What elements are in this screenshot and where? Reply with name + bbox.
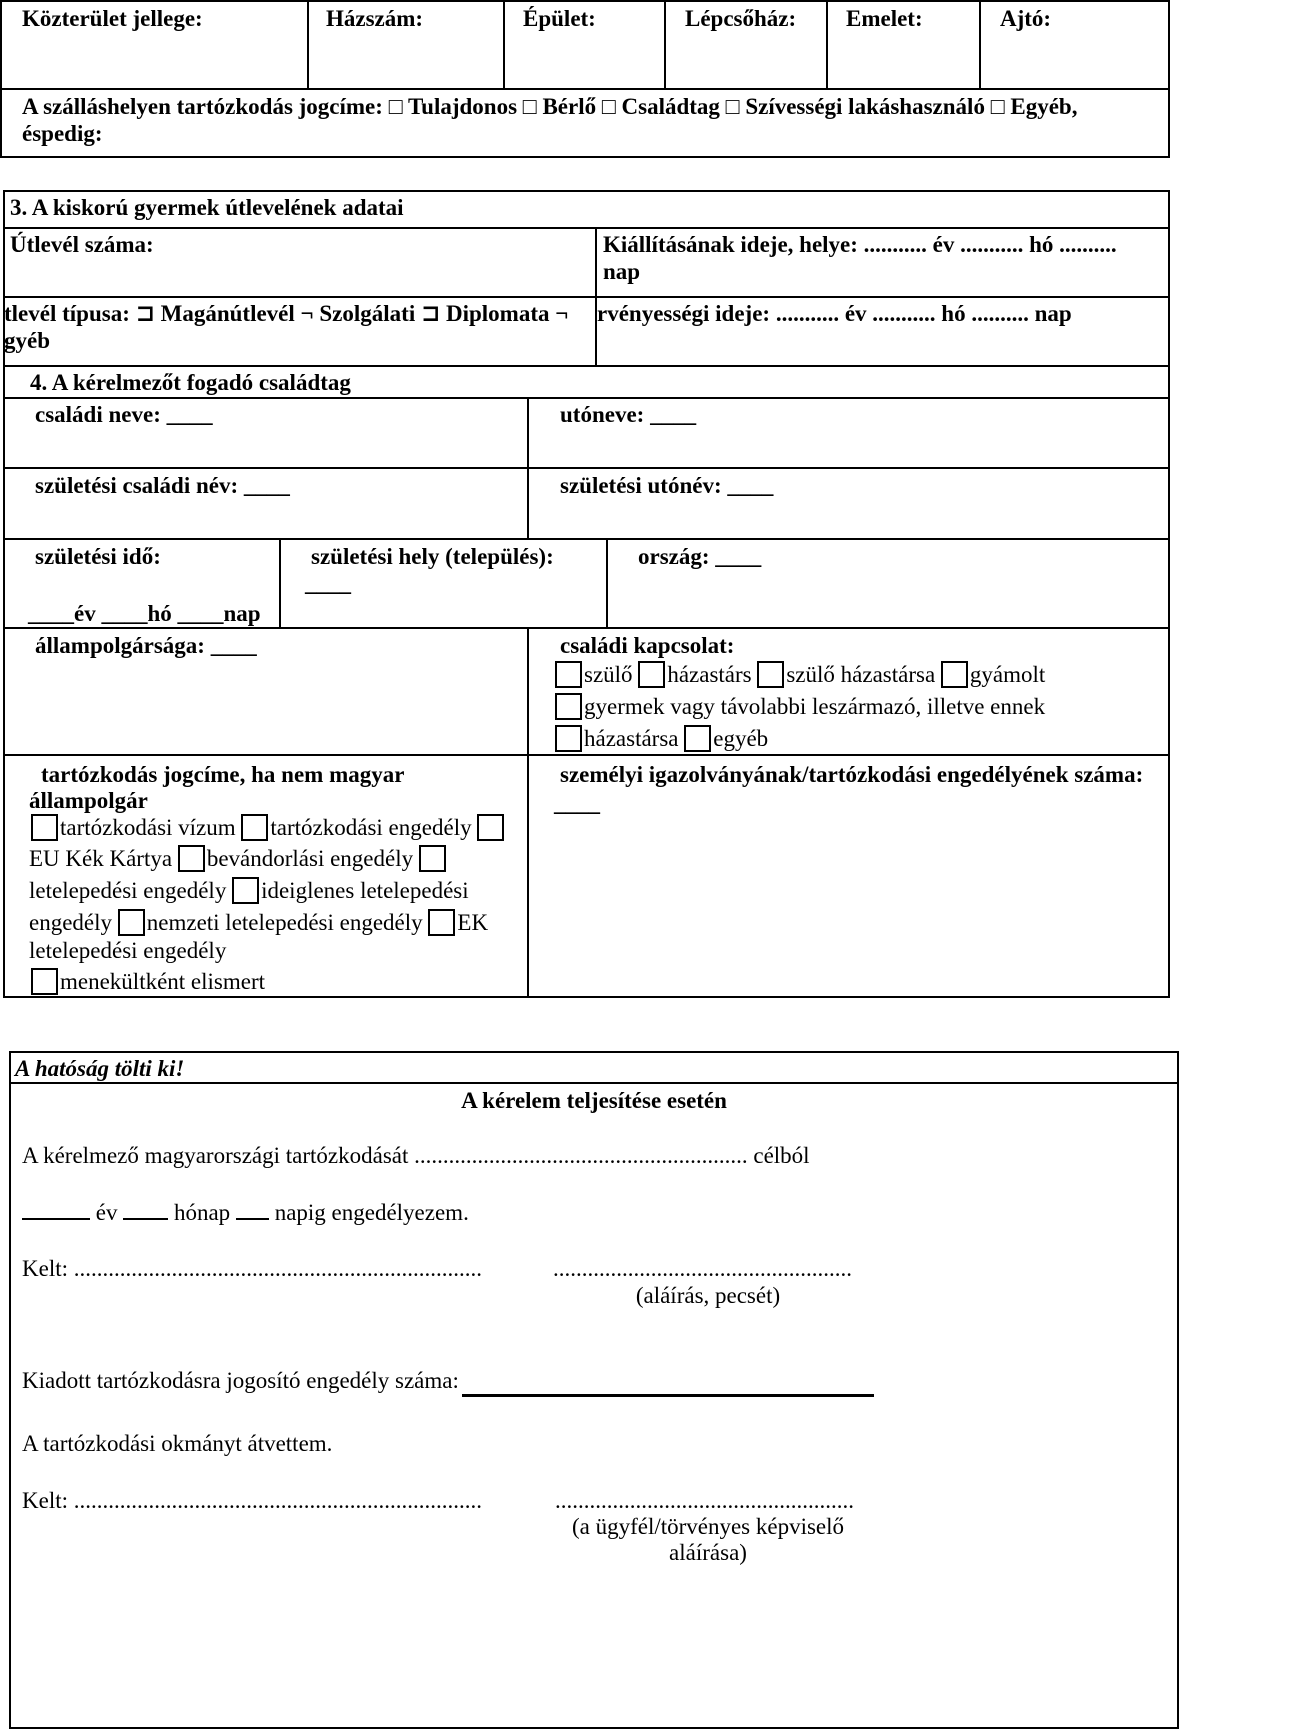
document-received-text: A tartózkodási okmányt átvettem. [22, 1431, 333, 1456]
checkbox-mark[interactable]: □ [725, 94, 740, 119]
option-tenant: Bérlő [542, 94, 597, 119]
citizenship-field[interactable]: állampolgársága: ____ [35, 633, 257, 658]
id-number-label: személyi igazolványának/tartózkodási engedélyének száma: [560, 762, 1144, 787]
birth-place-label: születési hely (település): [311, 544, 554, 569]
client-signature-label: (a ügyfél/törvényes képviselő [571, 1514, 845, 1539]
purpose-line[interactable]: A kérelmező magyarországi tartózkodását .......................................................... célból [22, 1143, 810, 1168]
option-eu-blue-card: EU Kék Kártya [29, 846, 173, 871]
birth-given-name-field[interactable]: születési utónév: ____ [560, 473, 774, 498]
option-descendant: gyermek vagy távolabbi leszármazó, illetve ennek [584, 694, 1046, 719]
divider [595, 228, 597, 366]
divider [3, 754, 1170, 756]
divider [527, 398, 529, 539]
checkbox[interactable] [118, 909, 145, 936]
dated-field-1[interactable]: Kelt: ....................................................................... [22, 1256, 482, 1281]
day-label: napig engedélyezem. [274, 1200, 469, 1225]
birth-family-name-field[interactable]: születési családi név: ____ [35, 473, 290, 498]
birth-place-field[interactable]: ____ [305, 571, 351, 596]
checkbox-mark[interactable]: □ [990, 94, 1005, 119]
relation-row-1 [555, 660, 1045, 689]
dated-field-2[interactable]: Kelt: ....................................................................... [22, 1488, 482, 1513]
checkbox[interactable] [555, 725, 582, 752]
divider [3, 397, 1170, 399]
option-residence-permit: tartózkodási engedély [270, 815, 472, 840]
option-family-member: Családtag [621, 94, 720, 119]
authority-heading: A hatóság tölti ki! [15, 1056, 185, 1081]
residence-row-6 [31, 967, 265, 996]
section-3-heading: 3. A kiskorú gyermek útlevelének adatai [10, 195, 404, 220]
checkbox[interactable] [638, 661, 665, 688]
option-refugee: menekültként elismert [60, 969, 266, 994]
option-ec: EK [457, 910, 489, 935]
option-parent: szülő [584, 662, 633, 687]
option-courtesy-user: Szívességi lakáshasználó [745, 94, 985, 119]
residence-title: A szálláshelyen tartózkodás jogcíme: [22, 94, 389, 119]
option-national-settlement: nemzeti letelepedési engedély [146, 910, 423, 935]
building-field[interactable]: Épület: [523, 6, 596, 31]
authority-subheading: A kérelem teljesítése esetén [461, 1088, 727, 1113]
issue-date-place-cont: nap [603, 259, 641, 284]
divider [3, 538, 1170, 540]
months-input[interactable] [123, 1218, 168, 1220]
divider [979, 0, 981, 89]
signature-stamp-label: (aláírás, pecsét) [635, 1283, 781, 1308]
divider [527, 628, 529, 998]
divider [279, 539, 281, 628]
checkbox[interactable] [757, 661, 784, 688]
permit-number-label: Kiadott tartózkodásra jogosító engedély száma: [22, 1368, 459, 1393]
option-temp-settlement-cont: engedély [29, 910, 113, 935]
passport-type-cont: gyéb [4, 328, 50, 353]
passport-number-field[interactable]: Útlevél száma: [10, 232, 154, 257]
divider [826, 0, 828, 89]
given-name-field[interactable]: utóneve: ____ [560, 402, 697, 427]
divider [3, 365, 1170, 367]
checkbox[interactable] [684, 725, 711, 752]
issue-date-place-field[interactable]: Kiállításának ideje, helye: ........... év ........... hó .......... [603, 232, 1117, 257]
divider [9, 1082, 1179, 1084]
signature-line-2[interactable]: .................................................... [555, 1488, 854, 1513]
checkbox-mark[interactable]: □ [601, 94, 616, 119]
year-label: év [95, 1200, 118, 1225]
birth-date-label: születési idő: [35, 544, 161, 569]
option-owner: Tulajdonos [407, 94, 518, 119]
checkbox[interactable] [31, 814, 58, 841]
family-relation-label: családi kapcsolat: [560, 633, 735, 658]
staircase-field[interactable]: Lépcsőház: [685, 6, 797, 31]
checkbox[interactable] [941, 661, 968, 688]
residence-title-cont: állampolgár [29, 788, 148, 813]
residence-row-2 [29, 844, 448, 873]
years-input[interactable] [22, 1218, 90, 1220]
checkbox[interactable] [477, 814, 504, 841]
namely-label: éspedig: [22, 121, 103, 146]
residence-row-4 [29, 908, 488, 937]
option-other: Egyéb, [1010, 94, 1078, 119]
option-settlement-permit: letelepedési engedély [29, 878, 227, 903]
checkbox[interactable] [428, 909, 455, 936]
door-field[interactable]: Ajtó: [1000, 6, 1052, 31]
floor-field[interactable]: Emelet: [846, 6, 923, 31]
permit-number-input[interactable] [462, 1394, 874, 1397]
checkbox[interactable] [419, 845, 446, 872]
residence-title-row [22, 92, 1077, 121]
divider [3, 467, 1170, 469]
checkbox[interactable] [555, 693, 582, 720]
option-immigration-permit: bevándorlási engedély [206, 846, 414, 871]
residence-row-5: letelepedési engedély [29, 938, 227, 963]
divider [3, 227, 1170, 229]
option-spouse: házastárs [667, 662, 752, 687]
family-name-field[interactable]: családi neve: ____ [35, 402, 213, 427]
checkbox[interactable] [232, 877, 259, 904]
option-parent-spouse: szülő házastársa [786, 662, 936, 687]
house-number-field[interactable]: Házszám: [326, 6, 424, 31]
relation-row-3 [555, 724, 768, 753]
option-other: egyéb [713, 726, 769, 751]
period-line [22, 1198, 469, 1227]
divider [664, 0, 666, 89]
id-number-field[interactable]: ____ [554, 791, 600, 816]
checkbox[interactable] [178, 845, 205, 872]
section-4-heading: 4. A kérelmezőt fogadó családtag [30, 370, 351, 395]
validity-field[interactable]: rvényességi ideje: ........... év ........... hó .......... nap [597, 301, 1072, 326]
divider [0, 88, 1170, 90]
client-signature-label-cont: aláírása) [669, 1540, 747, 1565]
residence-row-3 [29, 876, 469, 905]
days-input[interactable] [236, 1218, 269, 1220]
birth-date-field[interactable]: ____év ____hó ____nap [28, 601, 261, 626]
checkbox-mark[interactable]: □ [522, 94, 537, 119]
month-label: hónap [173, 1200, 231, 1225]
relation-row-2 [555, 692, 1045, 721]
option-descendant-spouse: házastársa [584, 726, 679, 751]
residence-row-1 [31, 813, 506, 842]
country-field[interactable]: ország: ____ [638, 544, 762, 569]
option-temp-settlement: ideiglenes letelepedési [261, 878, 469, 903]
checkbox-mark[interactable]: □ [388, 94, 403, 119]
option-residence-visa: tartózkodási vízum [60, 815, 236, 840]
divider [307, 0, 309, 89]
checkbox[interactable] [555, 661, 582, 688]
residence-title-label: tartózkodás jogcíme, ha nem magyar [41, 762, 405, 787]
street-type-field[interactable]: Közterület jellege: [22, 6, 203, 31]
passport-type-field[interactable]: tlevél típusa: ⊐ Magánútlevél ¬ Szolgálati ⊐ Diplomata ¬ [4, 301, 569, 326]
divider [606, 539, 608, 628]
checkbox[interactable] [241, 814, 268, 841]
divider [503, 0, 505, 89]
signature-line-1[interactable]: .................................................... [553, 1256, 852, 1281]
option-ward: gyámolt [969, 662, 1046, 687]
checkbox[interactable] [31, 968, 58, 995]
divider [3, 296, 1170, 298]
